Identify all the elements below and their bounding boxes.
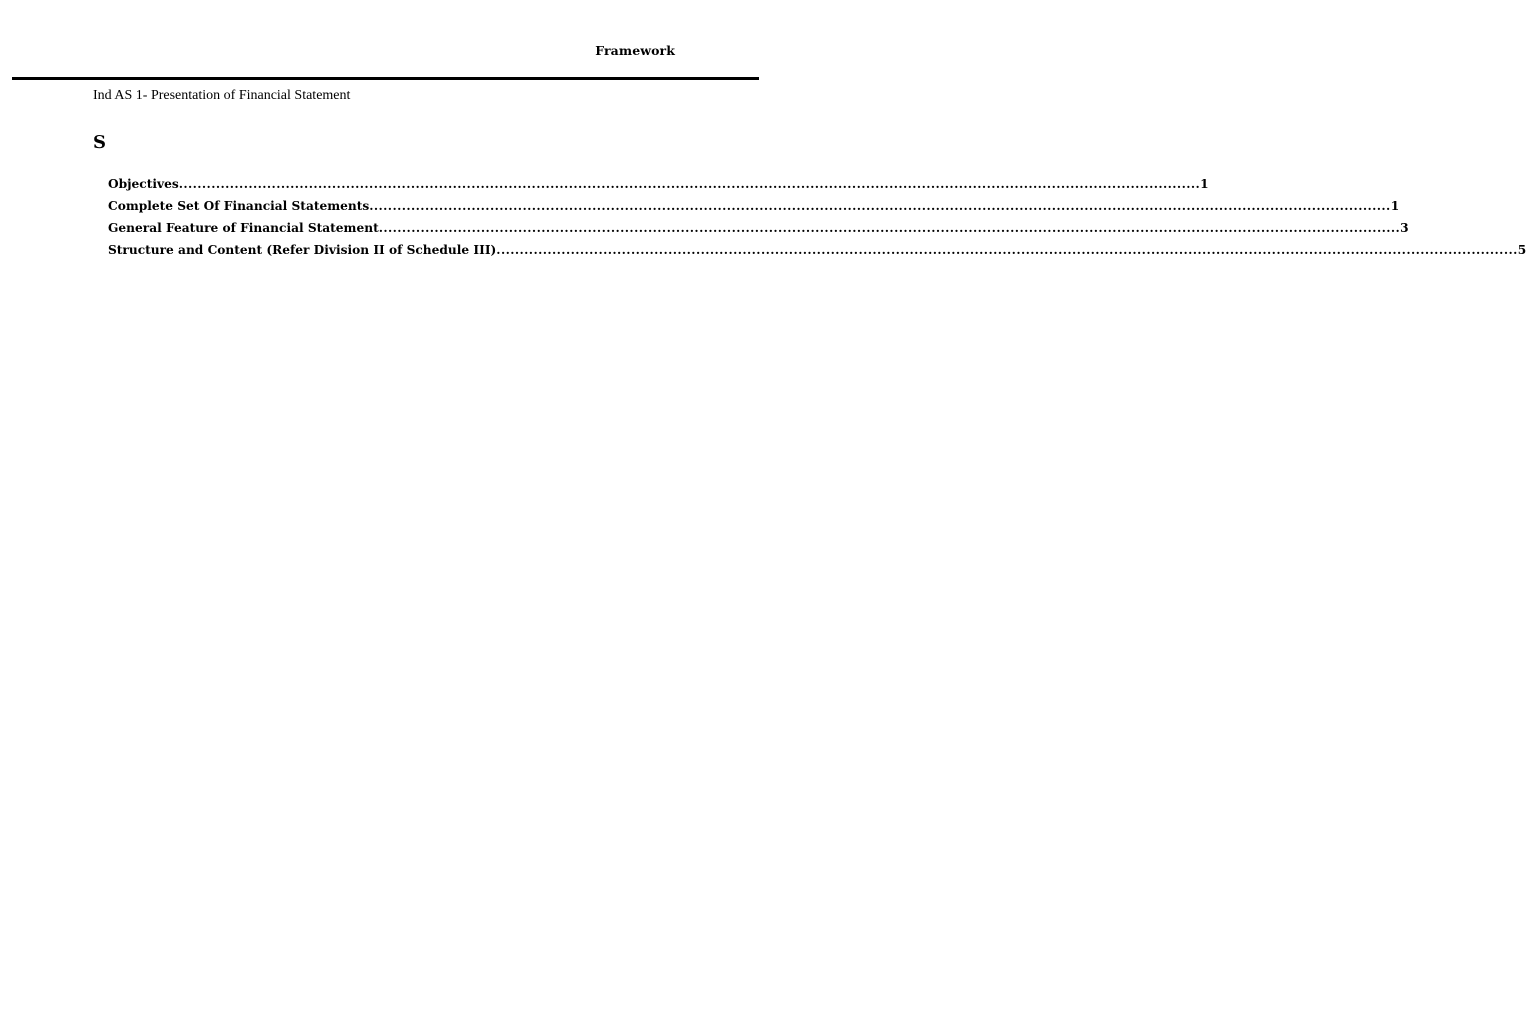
toc-entry-general-feature[interactable] [108, 221, 1409, 243]
table-of-contents [108, 177, 1526, 265]
toc-page-number: 1 [1200, 177, 1209, 191]
toc-page-number: 5 [1517, 243, 1526, 257]
section-heading: S [93, 132, 106, 153]
running-header-title: Framework [595, 43, 675, 58]
toc-page-number: 1 [1390, 199, 1400, 213]
toc-entry-title: Complete Set Of Financial Statements [108, 199, 370, 213]
toc-entry-title: Objectives [108, 177, 179, 191]
toc-page-number: 3 [1400, 221, 1409, 235]
toc-dot-leader: ............................................................................................................................................................................................................................ [378, 221, 1401, 235]
toc-entry-title: Structure and Content (Refer Division II of Schedule III) [108, 243, 497, 257]
header-rule [12, 77, 759, 80]
toc-dot-leader: ............................................................................................................................................................................................................................ [496, 243, 1518, 257]
toc-dot-leader: ............................................................................................................................................................................................................................ [178, 177, 1201, 191]
document-subtitle: Ind AS 1- Presentation of Financial Statement [93, 88, 351, 103]
toc-entry-complete-set[interactable] [108, 199, 1400, 221]
toc-entry-structure-content[interactable] [108, 243, 1526, 265]
toc-entry-objectives[interactable] [108, 177, 1209, 199]
toc-dot-leader: ............................................................................................................................................................................................................................ [369, 199, 1391, 213]
toc-entry-title: General Feature of Financial Statement [108, 221, 379, 235]
